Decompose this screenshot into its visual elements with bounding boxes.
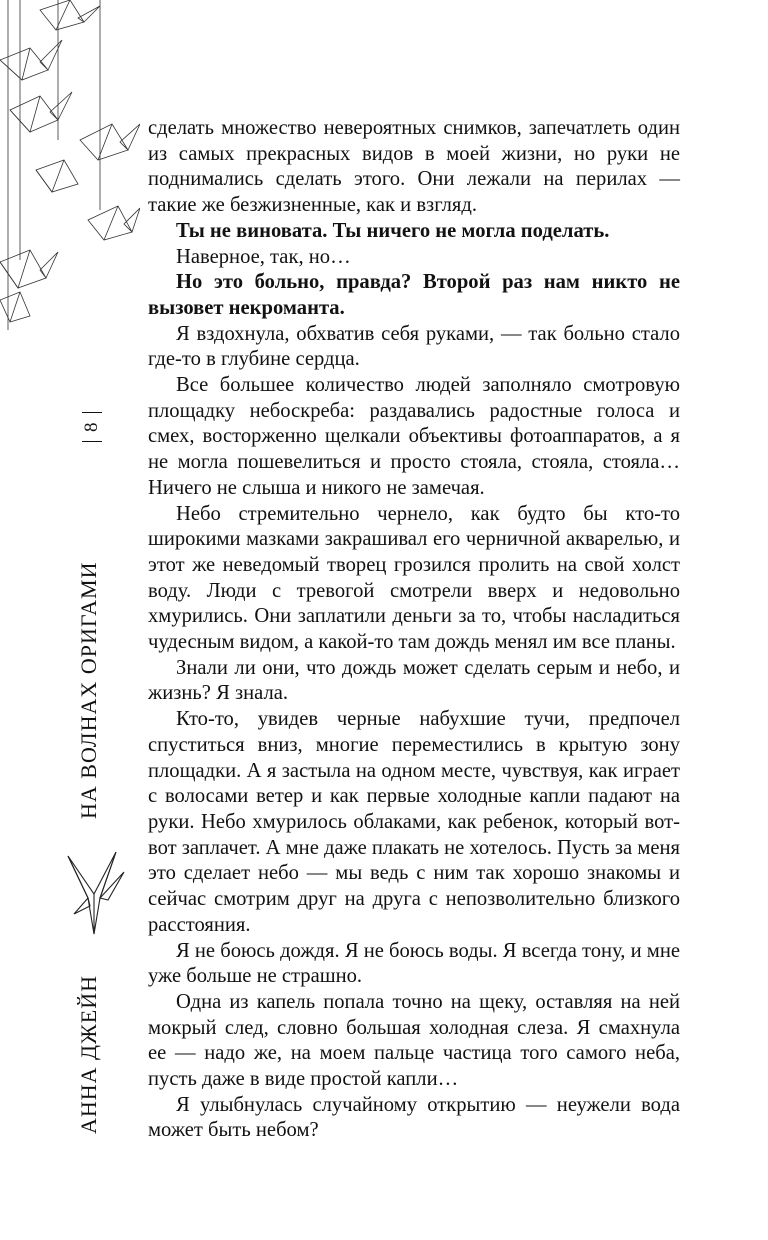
body-text [148,116,680,1144]
paragraph: Кто-то, увидев черные набухшие тучи, предпочел спуститься вниз, многие переместились в крытую зону площадки. А я застыла на одном месте, чувствуя, как играет с волосами ветер и как первые холодные капли падают на руки. Небо хмурилось облаками, как ребенок, который вот-вот заплачет. А мне даже плакать не хотелось. Пусть за меня это сделает небо — мы ведь с ним так хорошо знакомы и сейчас смотрим друг на друга с непозволительно близкого расстояния. [148,708,680,936]
paragraph: Я не боюсь дождя. Я не боюсь воды. Я всегда тону, и мне уже больше не страшно. [148,939,680,988]
paragraph: Я улыбнулась случайному открытию — неужели вода может быть небом? [148,1093,680,1142]
paragraph: Ты не виновата. Ты ничего не могла поделать. [176,219,610,242]
paragraph: Но это больно, правда? Второй раз нам никто не вызовет некроманта. [148,271,680,319]
book-author: АННА ДЖЕЙН [76,975,101,1135]
origami-crane-icon [64,842,128,942]
page-number: 8 [82,412,102,442]
paragraph: Наверное, так, но… [176,245,351,268]
paragraph: Я вздохнула, обхватив себя руками, — так больно стало где-то в глубине сердца. [148,322,680,371]
paragraph: Знали ли они, что дождь может сделать серым и небо, и жизнь? Я знала. [148,656,680,705]
origami-cranes-icon [0,0,140,340]
paragraph: Одна из капель попала точно на щеку, оставляя на ней мокрый след, словно большая холодная слеза. Я смахнула ее — надо же, на моем пальце частица того самого неба, пусть даже в виде простой капли… [148,990,680,1091]
book-title: НА ВОЛНАХ ОРИГАМИ [76,561,101,819]
paragraph: Небо стремительно чернело, как будто бы кто-то широкими мазками закрашивал его черничной акварелью, и этот же неведомый творец грозился пролить на свой холст воду. Люди с тревогой смотрели вверх и недовольно хмурились. Они заплатили деньги за то, чтобы насладиться чудесным видом, а какой-то там дождь менял им все планы. [148,502,680,654]
paragraph: сделать множество невероятных снимков, запечатлеть один из самых прекрасных видов в моей жизни, но руки не поднимались сделать этого. Они лежали на перилах — такие же безжизненные, как и взгляд. [148,117,680,217]
paragraph: Все большее количество людей заполняло смотровую площадку небоскреба: раздавались радостные голоса и смех, восторженно щелкали объективы фотоаппаратов, а я не могла пошевелиться и просто стояла, стояла, стояла… Ничего не слыша и никого не замечая. [148,374,680,499]
